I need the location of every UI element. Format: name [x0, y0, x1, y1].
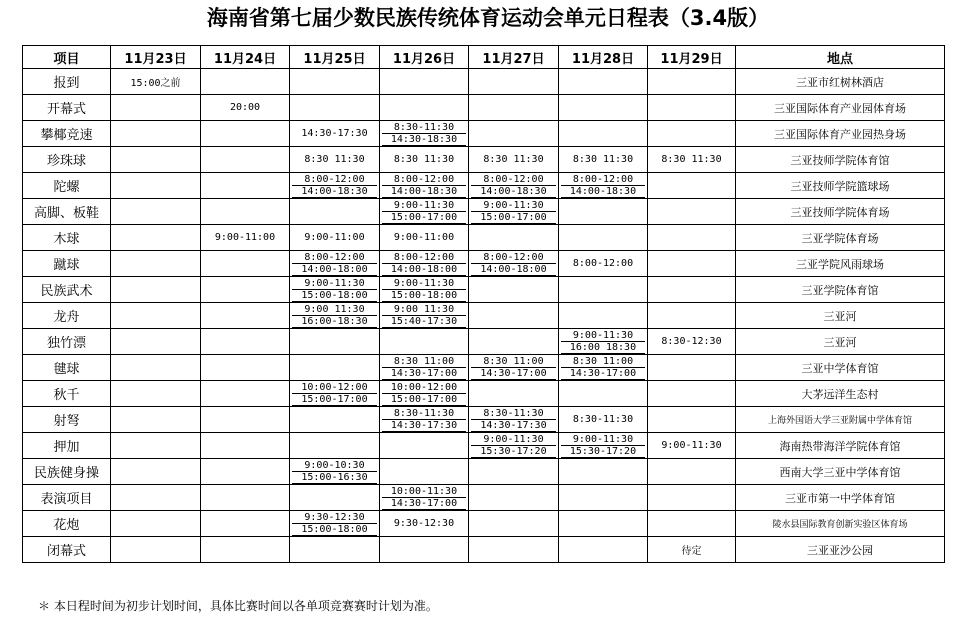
- schedule-cell: [559, 199, 648, 225]
- schedule-cell: [380, 433, 469, 459]
- time-slot: 14:30-17:30: [471, 420, 556, 432]
- schedule-cell: [201, 251, 290, 277]
- time-slot: 8:00-12:00: [382, 252, 466, 264]
- table-row: [23, 485, 945, 511]
- schedule-cell: [290, 433, 380, 459]
- schedule-cell: [290, 407, 380, 433]
- schedule-cell: [111, 121, 201, 147]
- time-slot: 8:00-12:00: [561, 174, 645, 186]
- schedule-cell: [559, 173, 648, 199]
- venue-name: 西南大学三亚中学体育馆: [736, 459, 945, 485]
- schedule-cell: [648, 459, 736, 485]
- venue-name: 上海外国语大学三亚附属中学体育馆: [736, 407, 945, 433]
- schedule-cell: [648, 485, 736, 511]
- venue-name: 三亚国际体育产业园热身场: [736, 121, 945, 147]
- time-slot: 9:00-11:30: [471, 434, 556, 446]
- event-name: 民族武术: [23, 277, 111, 303]
- schedule-cell: [111, 459, 201, 485]
- schedule-cell: [111, 433, 201, 459]
- column-header: 11月28日: [559, 46, 648, 69]
- schedule-cell: [111, 277, 201, 303]
- schedule-cell: [111, 407, 201, 433]
- schedule-cell: [648, 303, 736, 329]
- event-name: 闭幕式: [23, 537, 111, 563]
- schedule-cell: [111, 147, 201, 173]
- schedule-cell: 14:30-17:30: [290, 121, 380, 147]
- schedule-cell: [469, 69, 559, 95]
- event-name: 开幕式: [23, 95, 111, 121]
- table-row: [23, 277, 945, 303]
- schedule-cell: [469, 173, 559, 199]
- schedule-cell: [559, 511, 648, 537]
- event-name: 蹴球: [23, 251, 111, 277]
- schedule-cell: [201, 459, 290, 485]
- time-slot: 14:00-18:00: [292, 264, 377, 276]
- schedule-cell: [469, 355, 559, 381]
- schedule-cell: [469, 459, 559, 485]
- schedule-cell: [380, 537, 469, 563]
- time-slot: 9:00-11:30: [561, 330, 645, 342]
- schedule-cell: 9:00-11:30: [648, 433, 736, 459]
- time-slot: 9:00-10:30: [292, 460, 377, 472]
- time-slot: 14:30-18:30: [382, 134, 466, 146]
- schedule-cell: [648, 511, 736, 537]
- schedule-cell: 8:30 11:30: [648, 147, 736, 173]
- schedule-cell: 待定: [648, 537, 736, 563]
- schedule-cell: 9:30-12:30: [380, 511, 469, 537]
- time-slot: 9:00-11:30: [382, 200, 466, 212]
- schedule-cell: 8:30-11:30: [559, 407, 648, 433]
- schedule-cell: [469, 95, 559, 121]
- schedule-cell: [201, 433, 290, 459]
- schedule-cell: [111, 225, 201, 251]
- time-slot: 14:30-17:00: [382, 368, 466, 380]
- schedule-cell: [380, 251, 469, 277]
- schedule-cell: [469, 199, 559, 225]
- schedule-cell: 8:30 11:30: [559, 147, 648, 173]
- schedule-cell: [648, 225, 736, 251]
- table-row: [23, 251, 945, 277]
- event-name: 花炮: [23, 511, 111, 537]
- table-row: [23, 381, 945, 407]
- column-header: 地点: [736, 46, 945, 69]
- schedule-cell: [290, 95, 380, 121]
- column-header: 11月23日: [111, 46, 201, 69]
- time-slot: 15:00-18:00: [292, 524, 377, 536]
- time-slot: 9:00 11:30: [292, 304, 377, 316]
- time-slot: 14:00-18:00: [382, 264, 466, 276]
- schedule-cell: [648, 173, 736, 199]
- schedule-body: [23, 69, 945, 563]
- column-header: 11月24日: [201, 46, 290, 69]
- table-row: [23, 433, 945, 459]
- schedule-cell: [469, 225, 559, 251]
- table-row: [23, 95, 945, 121]
- schedule-cell: [111, 485, 201, 511]
- schedule-cell: [648, 277, 736, 303]
- schedule-cell: 15:00之前: [111, 69, 201, 95]
- table-row: [23, 537, 945, 563]
- schedule-cell: [290, 277, 380, 303]
- schedule-cell: [290, 381, 380, 407]
- schedule-cell: [111, 511, 201, 537]
- column-header: 11月26日: [380, 46, 469, 69]
- venue-name: 三亚市第一中学体育馆: [736, 485, 945, 511]
- header-row: [23, 46, 945, 69]
- table-row: [23, 329, 945, 355]
- schedule-cell: [559, 225, 648, 251]
- time-slot: 8:00-12:00: [292, 252, 377, 264]
- venue-name: 三亚学院体育馆: [736, 277, 945, 303]
- schedule-cell: [201, 69, 290, 95]
- time-slot: 9:00 11:30: [382, 304, 466, 316]
- schedule-cell: [201, 537, 290, 563]
- time-slot: 15:30-17:20: [561, 446, 645, 458]
- event-name: 攀椰竞速: [23, 121, 111, 147]
- schedule-cell: 8:30 11:30: [380, 147, 469, 173]
- time-slot: 8:00-12:00: [471, 174, 556, 186]
- time-slot: 14:00-18:30: [292, 186, 377, 198]
- event-name: 高脚、板鞋: [23, 199, 111, 225]
- page-title: 海南省第七届少数民族传统体育运动会单元日程表（3.4版）: [206, 6, 770, 30]
- table-row: [23, 147, 945, 173]
- time-slot: 9:30-12:30: [292, 512, 377, 524]
- schedule-cell: [201, 121, 290, 147]
- table-row: [23, 511, 945, 537]
- schedule-cell: [559, 277, 648, 303]
- footnote: ＊ 本日程时间为初步计划时间，具体比赛时间以各单项竞赛赛时计划为准。: [38, 599, 438, 613]
- time-slot: 14:00-18:30: [561, 186, 645, 198]
- schedule-cell: [201, 511, 290, 537]
- schedule-cell: [559, 303, 648, 329]
- schedule-cell: [648, 251, 736, 277]
- schedule-cell: [201, 147, 290, 173]
- schedule-cell: [469, 251, 559, 277]
- time-slot: 9:00-11:30: [561, 434, 645, 446]
- venue-name: 三亚技师学院体育场: [736, 199, 945, 225]
- table-row: [23, 121, 945, 147]
- time-slot: 15:30-17:20: [471, 446, 556, 458]
- venue-name: 三亚学院风雨球场: [736, 251, 945, 277]
- schedule-cell: [648, 355, 736, 381]
- table-row: [23, 407, 945, 433]
- schedule-cell: [380, 407, 469, 433]
- schedule-cell: [290, 251, 380, 277]
- schedule-cell: [111, 355, 201, 381]
- schedule-cell: [559, 95, 648, 121]
- time-slot: 15:00-17:00: [382, 394, 466, 406]
- venue-name: 三亚国际体育产业园体育场: [736, 95, 945, 121]
- venue-name: 三亚技师学院体育馆: [736, 147, 945, 173]
- venue-name: 海南热带海洋学院体育馆: [736, 433, 945, 459]
- schedule-table: [22, 45, 945, 563]
- schedule-cell: [201, 173, 290, 199]
- table-row: [23, 303, 945, 329]
- time-slot: 14:30-17:00: [561, 368, 645, 380]
- schedule-cell: [648, 95, 736, 121]
- time-slot: 14:00-18:30: [382, 186, 466, 198]
- event-name: 毽球: [23, 355, 111, 381]
- table-row: [23, 69, 945, 95]
- time-slot: 8:00-12:00: [292, 174, 377, 186]
- event-name: 珍珠球: [23, 147, 111, 173]
- time-slot: 8:30 11:00: [382, 356, 466, 368]
- schedule-cell: [290, 511, 380, 537]
- schedule-cell: [469, 407, 559, 433]
- venue-name: 大茅远洋生态村: [736, 381, 945, 407]
- venue-name: 三亚市红树林酒店: [736, 69, 945, 95]
- event-name: 押加: [23, 433, 111, 459]
- schedule-cell: [559, 433, 648, 459]
- schedule-cell: [290, 329, 380, 355]
- schedule-cell: [469, 277, 559, 303]
- schedule-cell: [559, 355, 648, 381]
- schedule-cell: [648, 69, 736, 95]
- schedule-cell: [469, 381, 559, 407]
- schedule-cell: [648, 407, 736, 433]
- schedule-cell: [201, 199, 290, 225]
- schedule-cell: [469, 121, 559, 147]
- venue-name: 三亚河: [736, 303, 945, 329]
- schedule-cell: [111, 329, 201, 355]
- column-header: 11月29日: [648, 46, 736, 69]
- time-slot: 10:00-12:00: [382, 382, 466, 394]
- schedule-cell: 9:00-11:00: [290, 225, 380, 251]
- time-slot: 9:00-11:30: [382, 278, 466, 290]
- event-name: 秋千: [23, 381, 111, 407]
- schedule-cell: [290, 199, 380, 225]
- time-slot: 10:00-12:00: [292, 382, 377, 394]
- time-slot: 14:30-17:00: [471, 368, 556, 380]
- time-slot: 8:30-11:30: [382, 122, 466, 134]
- schedule-cell: [380, 199, 469, 225]
- time-slot: 14:00-18:30: [471, 186, 556, 198]
- time-slot: 14:00-18:00: [471, 264, 556, 276]
- schedule-cell: [201, 355, 290, 381]
- schedule-cell: [380, 95, 469, 121]
- schedule-cell: [201, 329, 290, 355]
- table-row: [23, 173, 945, 199]
- event-name: 民族健身操: [23, 459, 111, 485]
- venue-name: 三亚学院体育场: [736, 225, 945, 251]
- schedule-cell: [469, 329, 559, 355]
- schedule-cell: 9:00-11:00: [380, 225, 469, 251]
- time-slot: 8:30 11:00: [471, 356, 556, 368]
- time-slot: 16:00 18:30: [561, 342, 645, 354]
- table-row: [23, 355, 945, 381]
- schedule-cell: [290, 459, 380, 485]
- column-header: 项目: [23, 46, 111, 69]
- schedule-cell: [290, 355, 380, 381]
- schedule-cell: [380, 173, 469, 199]
- time-slot: 8:00-12:00: [382, 174, 466, 186]
- schedule-cell: [559, 485, 648, 511]
- schedule-cell: [201, 485, 290, 511]
- schedule-cell: [469, 433, 559, 459]
- time-slot: 8:00-12:00: [471, 252, 556, 264]
- time-slot: 8:30-11:30: [471, 408, 556, 420]
- schedule-cell: [469, 537, 559, 563]
- schedule-cell: [380, 355, 469, 381]
- schedule-cell: [380, 303, 469, 329]
- schedule-cell: [380, 381, 469, 407]
- schedule-cell: [559, 459, 648, 485]
- schedule-cell: [290, 485, 380, 511]
- schedule-cell: 9:00-11:00: [201, 225, 290, 251]
- venue-name: 三亚亚沙公园: [736, 537, 945, 563]
- event-name: 龙舟: [23, 303, 111, 329]
- schedule-cell: [469, 303, 559, 329]
- schedule-cell: 8:30 11:30: [469, 147, 559, 173]
- time-slot: 15:00-18:00: [292, 290, 377, 302]
- event-name: 陀螺: [23, 173, 111, 199]
- time-slot: 9:00-11:30: [471, 200, 556, 212]
- time-slot: 15:40-17:30: [382, 316, 466, 328]
- schedule-cell: 20:00: [201, 95, 290, 121]
- time-slot: 15:00-18:00: [382, 290, 466, 302]
- time-slot: 14:30-17:30: [382, 420, 466, 432]
- schedule-cell: [559, 537, 648, 563]
- event-name: 报到: [23, 69, 111, 95]
- schedule-cell: [290, 69, 380, 95]
- time-slot: 16:00-18:30: [292, 316, 377, 328]
- time-slot: 14:30-17:00: [382, 498, 466, 510]
- schedule-cell: [380, 69, 469, 95]
- schedule-cell: 8:30-12:30: [648, 329, 736, 355]
- schedule-cell: [380, 277, 469, 303]
- schedule-cell: [111, 303, 201, 329]
- schedule-cell: [201, 381, 290, 407]
- time-slot: 8:30-11:30: [382, 408, 466, 420]
- time-slot: 15:00-17:00: [292, 394, 377, 406]
- schedule-cell: [559, 121, 648, 147]
- schedule-cell: [111, 251, 201, 277]
- schedule-cell: [201, 303, 290, 329]
- schedule-cell: [111, 537, 201, 563]
- table-row: [23, 225, 945, 251]
- schedule-cell: [469, 511, 559, 537]
- schedule-cell: [111, 95, 201, 121]
- schedule-cell: [380, 121, 469, 147]
- schedule-cell: [290, 537, 380, 563]
- schedule-cell: [559, 329, 648, 355]
- time-slot: 15:00-17:00: [382, 212, 466, 224]
- event-name: 独竹漂: [23, 329, 111, 355]
- schedule-cell: [648, 199, 736, 225]
- schedule-cell: [559, 381, 648, 407]
- event-name: 射弩: [23, 407, 111, 433]
- time-slot: 8:30 11:00: [561, 356, 645, 368]
- schedule-cell: [111, 173, 201, 199]
- schedule-cell: [111, 381, 201, 407]
- event-name: 木球: [23, 225, 111, 251]
- schedule-cell: [111, 199, 201, 225]
- column-header: 11月25日: [290, 46, 380, 69]
- schedule-cell: [469, 485, 559, 511]
- time-slot: 15:00-16:30: [292, 472, 377, 484]
- schedule-cell: [380, 485, 469, 511]
- schedule-cell: [380, 329, 469, 355]
- schedule-cell: [290, 303, 380, 329]
- time-slot: 10:00-11:30: [382, 486, 466, 498]
- event-name: 表演项目: [23, 485, 111, 511]
- schedule-cell: [648, 121, 736, 147]
- venue-name: 三亚河: [736, 329, 945, 355]
- schedule-cell: [559, 69, 648, 95]
- schedule-cell: [201, 277, 290, 303]
- schedule-cell: [290, 173, 380, 199]
- venue-name: 三亚中学体育馆: [736, 355, 945, 381]
- table-row: [23, 459, 945, 485]
- table-row: [23, 199, 945, 225]
- schedule-cell: [648, 381, 736, 407]
- schedule-cell: 8:30 11:30: [290, 147, 380, 173]
- time-slot: 9:00-11:30: [292, 278, 377, 290]
- schedule-cell: [201, 407, 290, 433]
- schedule-cell: 8:00-12:00: [559, 251, 648, 277]
- time-slot: 15:00-17:00: [471, 212, 556, 224]
- schedule-cell: [380, 459, 469, 485]
- column-header: 11月27日: [469, 46, 559, 69]
- venue-name: 陵水县国际教育创新实验区体育场: [736, 511, 945, 537]
- venue-name: 三亚技师学院篮球场: [736, 173, 945, 199]
